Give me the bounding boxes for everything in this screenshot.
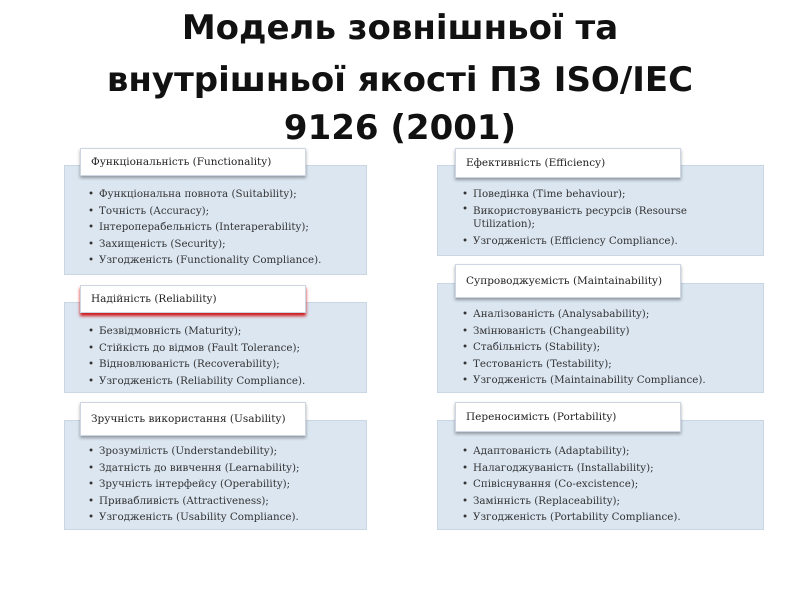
list-item-text: Безвідмовність (Maturity); (99, 325, 242, 337)
bullet-icon: • (462, 234, 469, 247)
bullet-icon: • (88, 358, 95, 370)
list-item-text: Зручність інтерфейсу (Operability); (99, 478, 291, 490)
header-usability (80, 402, 306, 436)
bullet-icon: • (88, 254, 95, 266)
bullet-icon: • (462, 494, 469, 507)
list-item (462, 203, 752, 233)
header-reliability (80, 285, 306, 313)
list-item (462, 233, 752, 250)
list-item (88, 476, 363, 493)
list-item-text: Адаптованість (Adaptability); (473, 445, 630, 457)
list-item-text: Налагоджуваність (Installability); (473, 461, 654, 474)
list-item (88, 186, 363, 203)
header-maintainability-label: Супроводжуємість (Maintainability) (466, 274, 663, 287)
list-item-text: Стабільність (Stability); (473, 341, 601, 353)
list-item (462, 509, 752, 526)
list-item (462, 493, 752, 510)
bullet-icon: • (462, 202, 469, 215)
list-item-text: Аналізованість (Analysabability); (473, 308, 650, 320)
list-item-text: Узгодженість (Functionality Compliance). (99, 254, 322, 266)
list-item-text: Узгодженість (Portability Compliance). (473, 511, 681, 523)
list-item (88, 340, 363, 357)
list-item (462, 339, 752, 356)
bullet-icon: • (462, 374, 469, 386)
list-item-text: Поведінка (Time behaviour); (473, 188, 626, 200)
list-item (462, 356, 752, 373)
bullet-icon: • (88, 374, 95, 387)
bullet-icon: • (88, 461, 95, 474)
list-item (88, 373, 363, 390)
bullet-icon: • (88, 445, 95, 457)
list-item-text: Здатність до вивчення (Learnability); (99, 461, 300, 474)
list-item (462, 186, 752, 203)
list-item-text: Захищеність (Security); (99, 237, 226, 250)
list-item (462, 372, 752, 389)
list-item (462, 476, 752, 493)
bullet-icon: • (88, 494, 95, 507)
header-efficiency (455, 148, 681, 178)
list-item-text: Змінюваність (Changeability) (473, 324, 630, 337)
bullet-icon: • (88, 188, 95, 200)
bullet-icon: • (462, 324, 469, 337)
list-item-text: Привабливість (Attractiveness); (99, 494, 269, 507)
list-item (88, 219, 363, 236)
bullet-icon: • (88, 511, 95, 523)
list-portability (462, 443, 752, 526)
bullet-icon: • (88, 204, 95, 217)
list-item (88, 443, 363, 460)
list-item (462, 443, 752, 460)
bullet-icon: • (462, 445, 469, 457)
title-line-3: 9126 (2001) (283, 108, 517, 148)
list-item-text: Стійкість до відмов (Fault Tolerance); (99, 341, 300, 354)
list-item-text: Узгодженість (Efficiency Compliance). (473, 234, 678, 247)
list-usability (88, 443, 363, 526)
list-functionality (88, 186, 363, 269)
list-item (88, 460, 363, 477)
bullet-icon: • (88, 221, 95, 233)
bullet-icon: • (462, 461, 469, 474)
bullet-icon: • (462, 308, 469, 320)
bullet-icon: • (88, 341, 95, 354)
bullet-icon: • (88, 237, 95, 250)
list-item (88, 236, 363, 253)
list-item (462, 460, 752, 477)
header-functionality (80, 148, 306, 176)
list-item (88, 203, 363, 220)
title-line-1: Модель зовнішньої та (181, 8, 619, 48)
header-functionality-label: Функціональність (Functionality) (91, 155, 272, 168)
bullet-icon: • (462, 188, 469, 200)
header-portability (455, 402, 681, 432)
list-item-text: Замінність (Replaceability); (473, 494, 621, 507)
list-item-text: Функціональна повнота (Suitability); (99, 188, 297, 200)
list-item (88, 356, 363, 373)
list-item (88, 493, 363, 510)
list-item (462, 323, 752, 340)
list-item (88, 509, 363, 526)
list-item-text: Узгодженість (Reliability Compliance). (99, 374, 306, 387)
list-item (88, 323, 363, 340)
header-portability-label: Переносимість (Portability) (466, 410, 617, 423)
list-item-text: Відновлюваність (Recoverability); (99, 358, 280, 370)
bullet-icon: • (88, 325, 95, 337)
list-item-text: Узгодженість (Maintainability Compliance). (473, 374, 706, 386)
list-maintainability (462, 306, 752, 389)
list-item-text: Зрозумілість (Understandebility); (99, 445, 278, 457)
header-usability-label: Зручність використання (Usability) (91, 412, 286, 425)
bullet-icon: • (462, 478, 469, 490)
header-reliability-label: Надійність (Reliability) (91, 292, 217, 305)
bullet-icon: • (88, 478, 95, 490)
list-item-text: Тестованість (Testability); (473, 357, 612, 370)
list-item-text: Використовуваність ресурсів (Resourse Utilization); (473, 204, 687, 230)
bullet-icon: • (462, 357, 469, 370)
title-line-2: внутрішньої якості ПЗ ISO/IEC (106, 60, 694, 100)
list-item (88, 252, 363, 269)
list-item-text: Точність (Accuracy); (99, 204, 210, 217)
list-efficiency (462, 186, 752, 249)
header-efficiency-label: Ефективність (Efficiency) (466, 156, 606, 169)
header-maintainability (455, 264, 681, 298)
bullet-icon: • (462, 341, 469, 353)
bullet-icon: • (462, 511, 469, 523)
list-item-text: Узгодженість (Usability Compliance). (99, 511, 299, 523)
list-item (462, 306, 752, 323)
list-item-text: Інтероперабельність (Interaperability); (99, 221, 309, 233)
list-reliability (88, 323, 363, 389)
slide-title (0, 2, 800, 154)
list-item-text: Співіснування (Co-excistence); (473, 478, 639, 490)
